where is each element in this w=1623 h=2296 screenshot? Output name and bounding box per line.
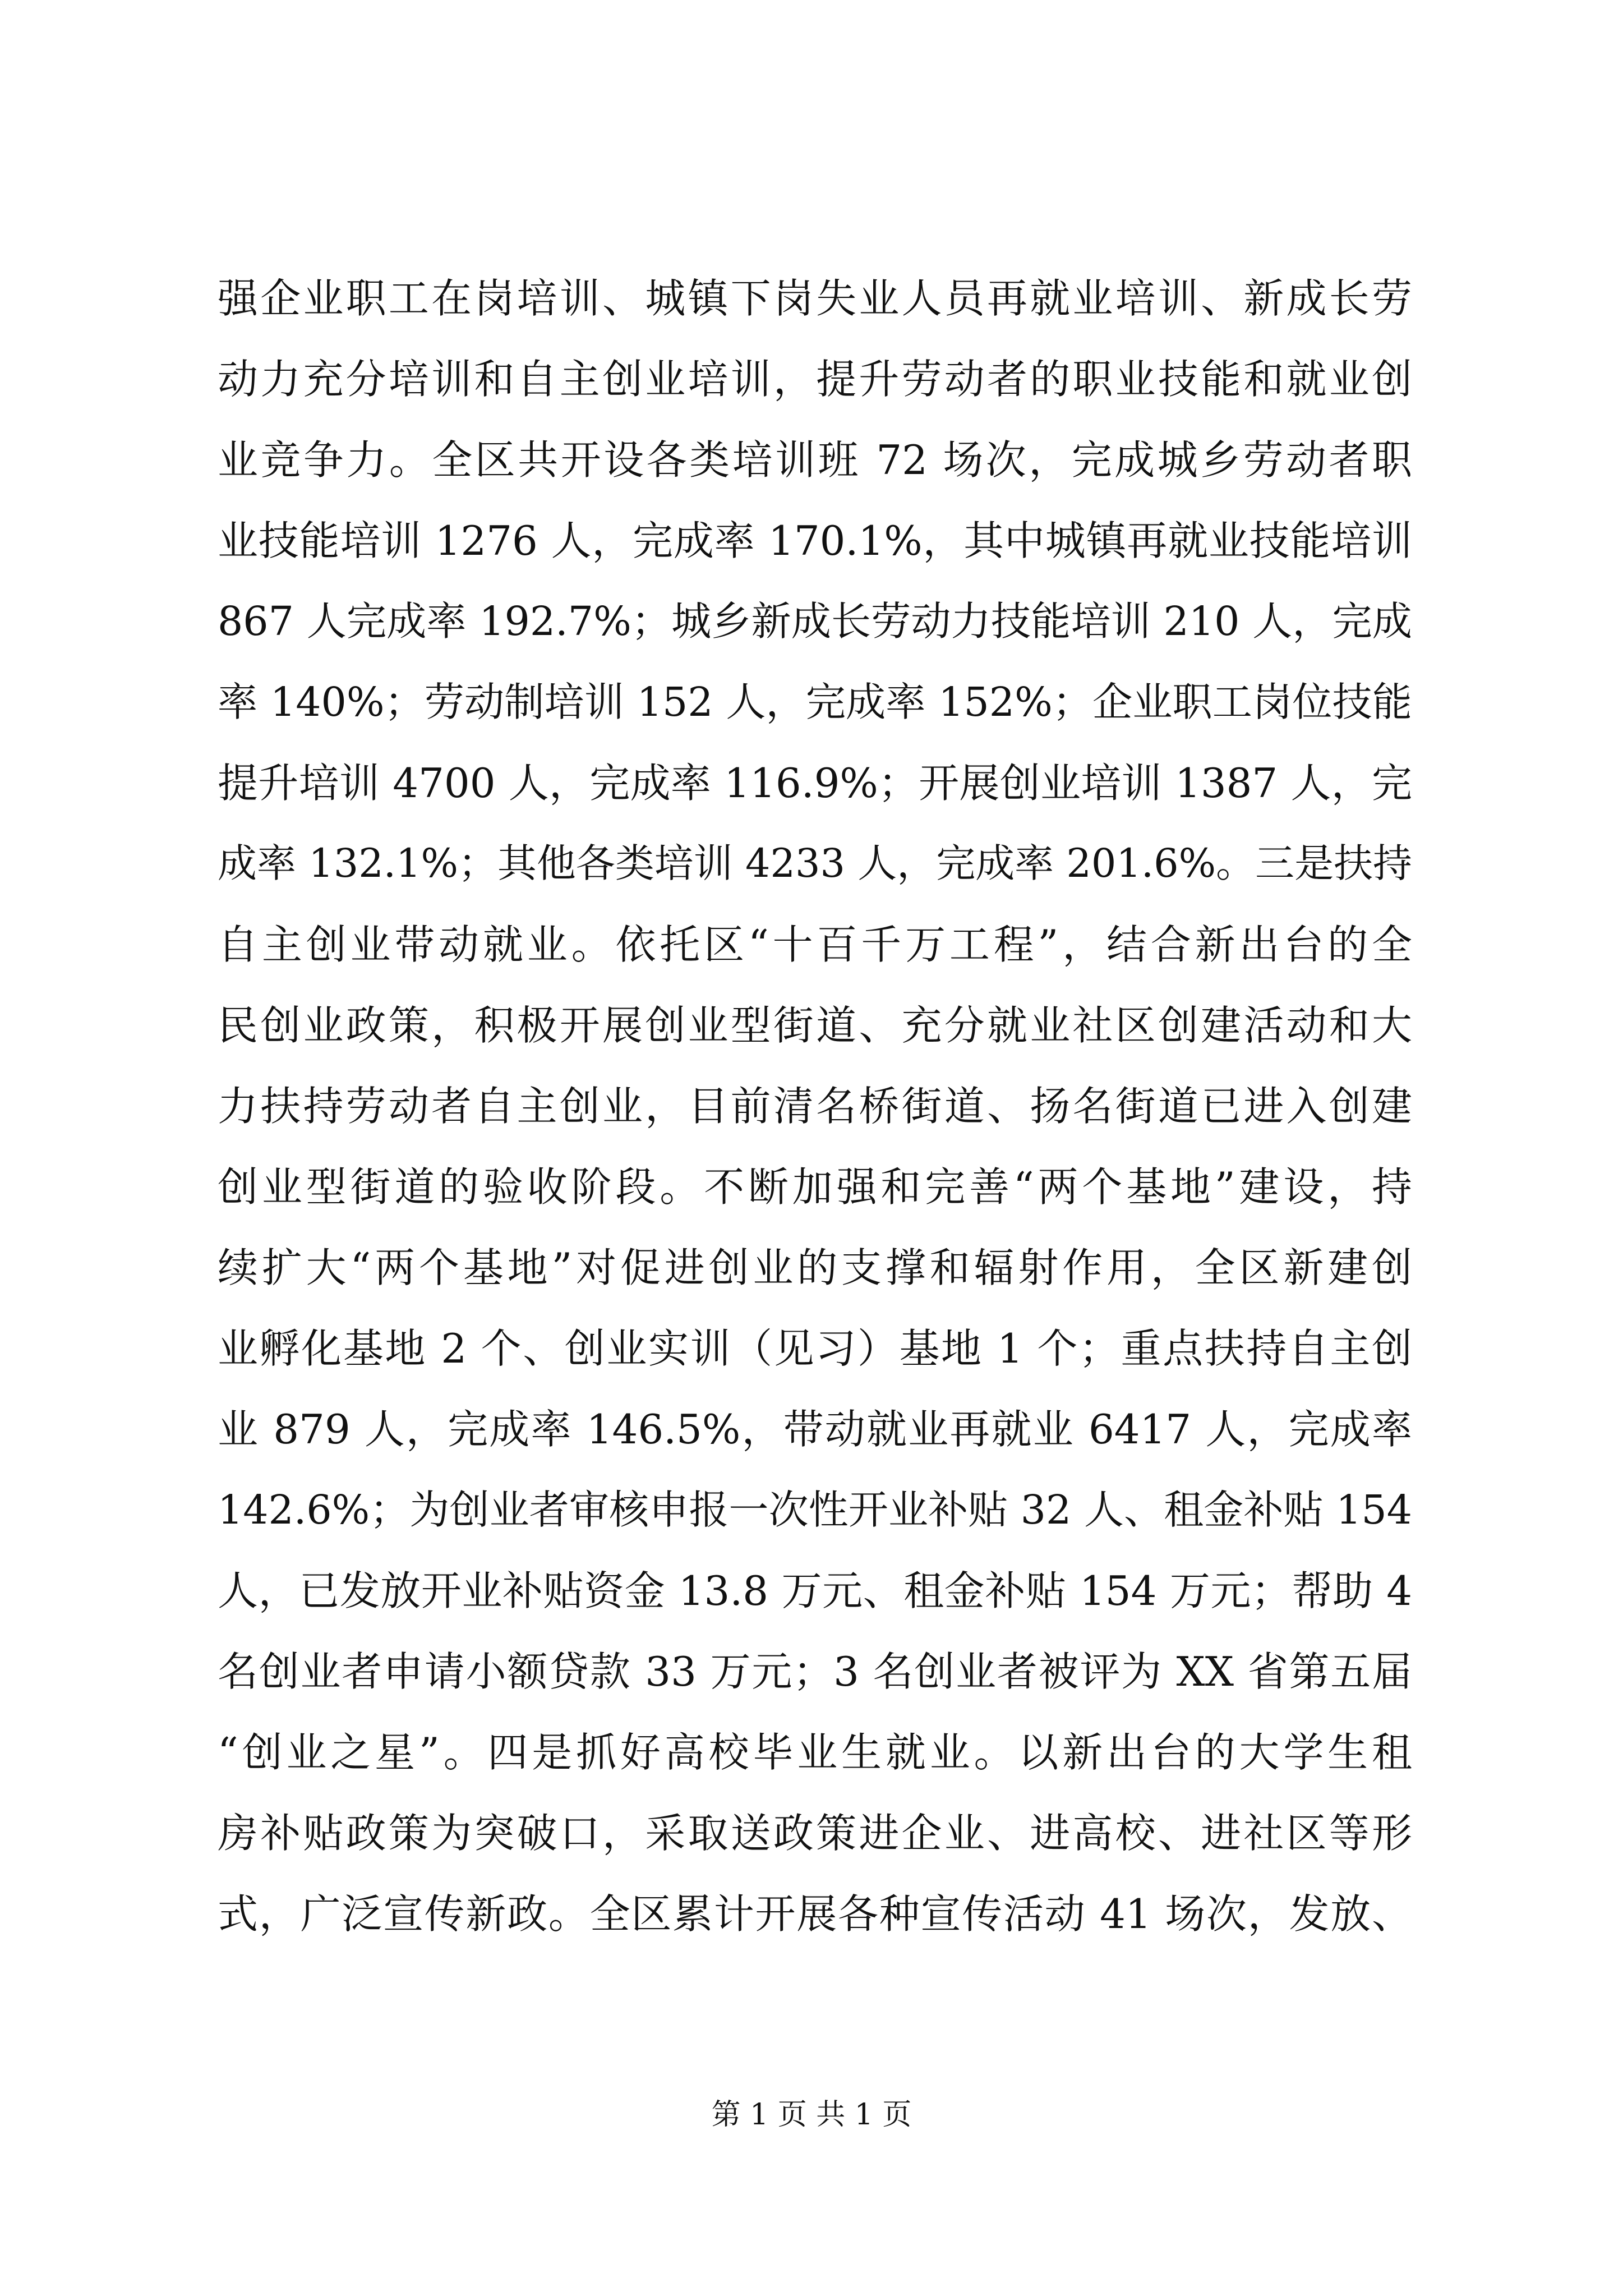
body-paragraph (218, 258, 1412, 1954)
text-line: 房补贴政策为突破口，采取送政策进企业、进高校、进社区等形 (218, 1810, 1412, 1857)
page-footer (0, 2095, 1623, 2134)
text-line: 式，广泛宣传新政。全区累计开展各种宣传活动 41 场次，发放、 (218, 1890, 1412, 1938)
text-line: “创业之星”。四是抓好高校毕业生就业。以新出台的大学生租 (218, 1729, 1412, 1776)
text-line: 业孵化基地 2 个、创业实训（见习）基地 1 个；重点扶持自主创 (218, 1325, 1412, 1372)
text-line: 率 140%；劳动制培训 152 人，完成率 152%；企业职工岗位技能 (218, 679, 1412, 725)
text-line: 强企业职工在岗培训、城镇下岗失业人员再就业培训、新成长劳 (218, 275, 1412, 322)
text-line: 142.6%；为创业者审核申报一次性开业补贴 32 人、租金补贴 154 (218, 1487, 1413, 1533)
text-line: 力扶持劳动者自主创业，目前清名桥街道、扬名街道已进入创建 (218, 1083, 1412, 1130)
text-line: 自主创业带动就业。依托区“十百千万工程”，结合新出台的全 (218, 921, 1412, 968)
text-line: 提升培训 4700 人，完成率 116.9%；开展创业培训 1387 人，完 (218, 760, 1412, 807)
text-line: 业技能培训 1276 人，完成率 170.1%，其中城镇再就业技能培训 (218, 517, 1412, 564)
text-line: 业 879 人，完成率 146.5%，带动就业再就业 6417 人，完成率 (218, 1406, 1412, 1453)
text-line: 动力充分培训和自主创业培训，提升劳动者的职业技能和就业创 (218, 356, 1412, 403)
text-line: 续扩大“两个基地”对促进创业的支撑和辐射作用，全区新建创 (218, 1244, 1412, 1291)
page-number-label: 第 1 页 共 1 页 (711, 2098, 912, 2132)
text-line: 成率 132.1%；其他各类培训 4233 人，完成率 201.6%。三是扶持 (218, 841, 1412, 886)
text-line: 民创业政策，积极开展创业型街道、充分就业社区创建活动和大 (218, 1002, 1412, 1049)
text-line: 创业型街道的验收阶段。不断加强和完善“两个基地”建设，持 (218, 1163, 1412, 1211)
text-line: 名创业者申请小额贷款 33 万元；3 名创业者被评为 XX 省第五届 (218, 1648, 1412, 1695)
text-line: 867 人完成率 192.7%；城乡新成长劳动力技能培训 210 人，完成 (218, 598, 1412, 645)
text-line: 业竞争力。全区共开设各类培训班 72 场次，完成城乡劳动者职 (218, 436, 1412, 484)
text-line: 人，已发放开业补贴资金 13.8 万元、租金补贴 154 万元；帮助 4 (218, 1567, 1412, 1614)
